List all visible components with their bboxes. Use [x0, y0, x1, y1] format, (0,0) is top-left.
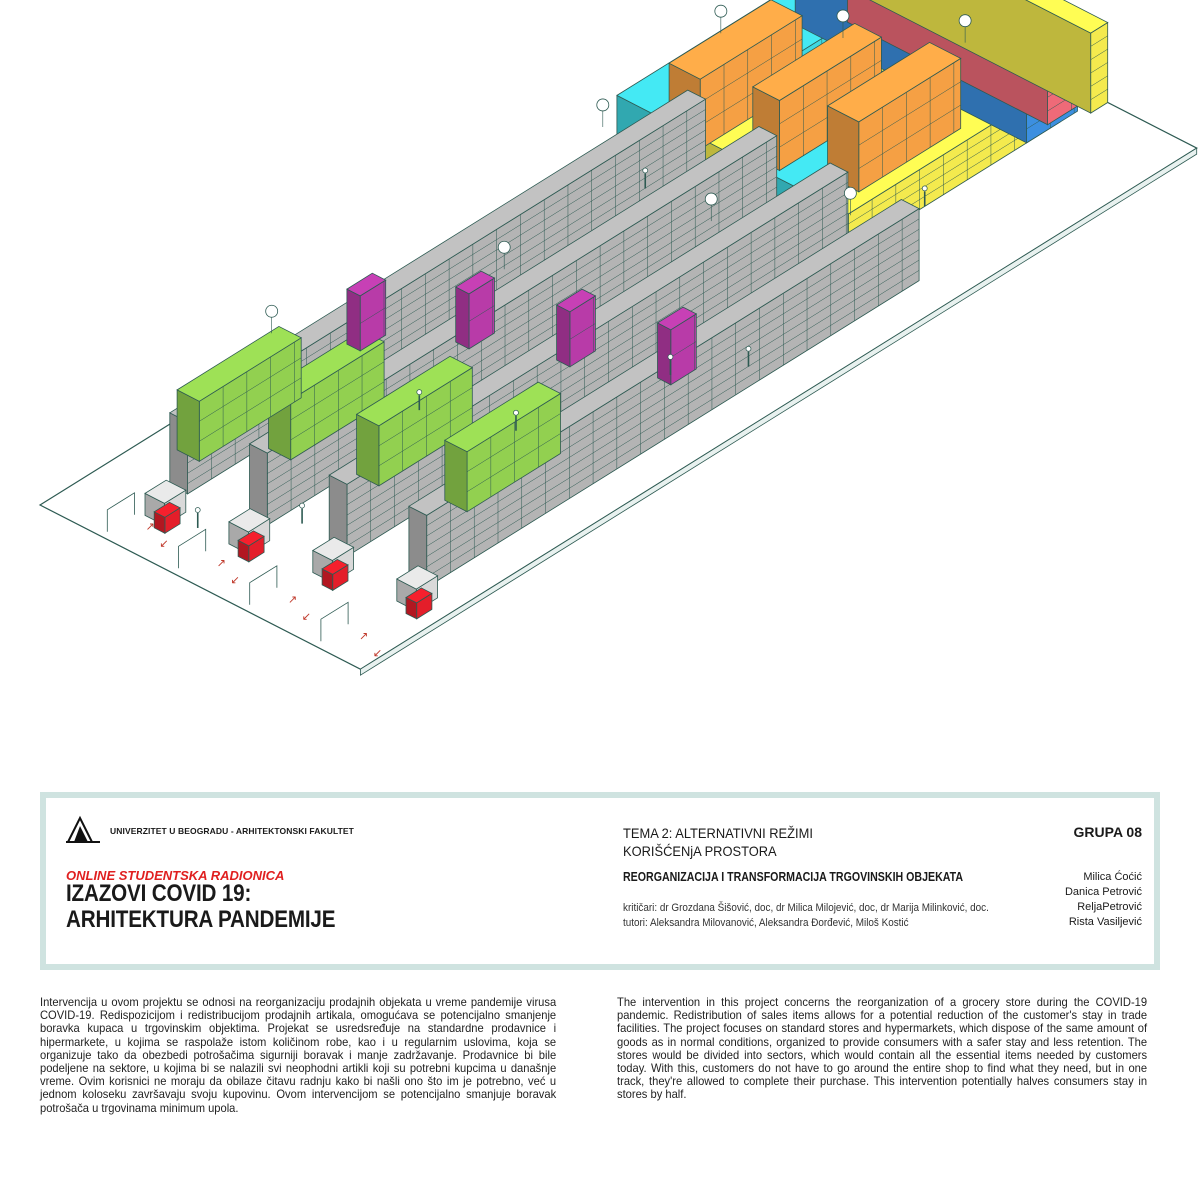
faculty-logo-icon — [66, 814, 100, 844]
arrow-out-icon: ↙ — [230, 574, 240, 587]
theme-title — [623, 824, 813, 860]
arrow-in-icon: ↗ — [287, 594, 298, 607]
person-head — [417, 390, 422, 395]
purple-unit-1-end — [456, 287, 469, 349]
arrow-out-icon: ↙ — [372, 647, 383, 660]
sector-sign-icon — [959, 15, 971, 27]
project-subtitle: REORGANIZACIJA I TRANSFORMACIJA TRGOVINSKIH OBJEKATA — [623, 870, 964, 884]
person-head — [513, 410, 518, 415]
produce-unit-top-end — [177, 390, 199, 461]
person-head — [195, 507, 200, 512]
main-title-line1: IZAZOVI COVID 19: — [66, 880, 252, 907]
main-title-line2: ARHITEKTURA PANDEMIJE — [66, 906, 336, 933]
person-head — [668, 354, 673, 359]
member-name: Danica Petrović — [1064, 886, 1142, 898]
purple-unit-top-end — [347, 289, 360, 351]
arrow-in-icon: ↗ — [359, 630, 369, 643]
purple-unit-2-end — [557, 305, 570, 367]
title-block — [40, 792, 1160, 970]
sector-sign-icon — [498, 241, 510, 253]
produce-unit-2-end — [357, 414, 379, 485]
person-head — [300, 503, 305, 508]
sector-sign-icon — [837, 10, 849, 22]
description-english: The intervention in this project concerns the reorganization of a grocery store during the COVID-19 pandemic. Redistribution of sales items allows for a potential reduction of the customer's stay in trade facilities. The project focuses on standard stores and hypermarkets, which dispose of the same amount of goods as in normal conditions, organized to provide consumers with a safer stay and less retention. The stores would be divided into sectors, which would contain all the essential items needed by customers today. With this, customers do not have to go around the entire shop to find what they need, but in one track, they're allowed to complete their purchase. This intervention potentially halves consumers stay in stores by half. — [617, 995, 1148, 1102]
team-members — [1065, 870, 1142, 930]
theme-line1: TEMA 2: ALTERNATIVNI REŽIMI — [623, 825, 813, 841]
main-title — [66, 881, 335, 933]
critics-line: kritičari: dr Grozdana Šišović, doc, dr Milica Milojević, doc, dr Marija Milinković, doc. — [623, 902, 989, 914]
description-serbian: Intervencija u ovom projektu se odnosi na reorganizaciju prodajnih objekata u vreme pandemije virusa COVID-19. Redispozicijom i redistribucijom prodajnih artikala, omogućava se potencijalno smanjenje boravka kupaca u trgovinskim objektima. Projekat se usredsređuje na standardne prodavnice i hipermarkete, u kojima se raspolaže istom količinom robe, kao i u regularnim uslovima, koja se organizuje tako da obezbedi potrošačima sigurniji boravak i manje zadržavanje. Prodavnice bi bile podeljene na sektore, u kojima bi se nalazili svi neophodni artikli koji su potrebni kupcima u današnje vreme. Ovim korisnici ne moraju da obilaze čitavu radnju kako bi našli ono što im je potrebno, već u jednom koloseku završavaju svoju kupovinu. Ovom intervencijom se potencijalno smanjuje boravak potrošača u trgovinama minimum upola. — [40, 995, 557, 1115]
theme-line2: KORIŠĆENjA PROSTORA — [623, 843, 777, 859]
purple-unit-3-end — [658, 323, 671, 385]
group-label: GRUPA 08 — [1073, 824, 1142, 840]
sector-sign-icon — [266, 305, 278, 317]
person-head — [746, 346, 751, 351]
sector-sign-icon — [715, 5, 727, 17]
sector-sign-icon — [705, 193, 717, 205]
arrow-out-icon: ↙ — [301, 610, 311, 623]
tutors-line: tutori: Aleksandra Milovanović, Aleksandra Đorđević, Miloš Kostić — [623, 917, 909, 929]
person-head — [922, 186, 927, 191]
arrow-in-icon: ↗ — [145, 521, 155, 534]
workshop-label: ONLINE STUDENTSKA RADIONICA — [66, 868, 285, 883]
member-name: Rista Vasiljević — [1068, 916, 1142, 928]
university-name: UNIVERZITET U BEOGRADU - ARHITEKTONSKI FAKULTET — [110, 826, 354, 836]
sector-sign-icon — [844, 187, 856, 199]
produce-unit-3-end — [445, 440, 467, 511]
sector-sign-icon — [597, 99, 609, 111]
arrow-out-icon: ↙ — [159, 537, 169, 550]
person-head — [643, 168, 648, 173]
member-name: ReljaPetrović — [1077, 901, 1142, 913]
member-name: Milica Ćoćić — [1083, 871, 1142, 883]
arrow-in-icon: ↗ — [216, 557, 226, 570]
